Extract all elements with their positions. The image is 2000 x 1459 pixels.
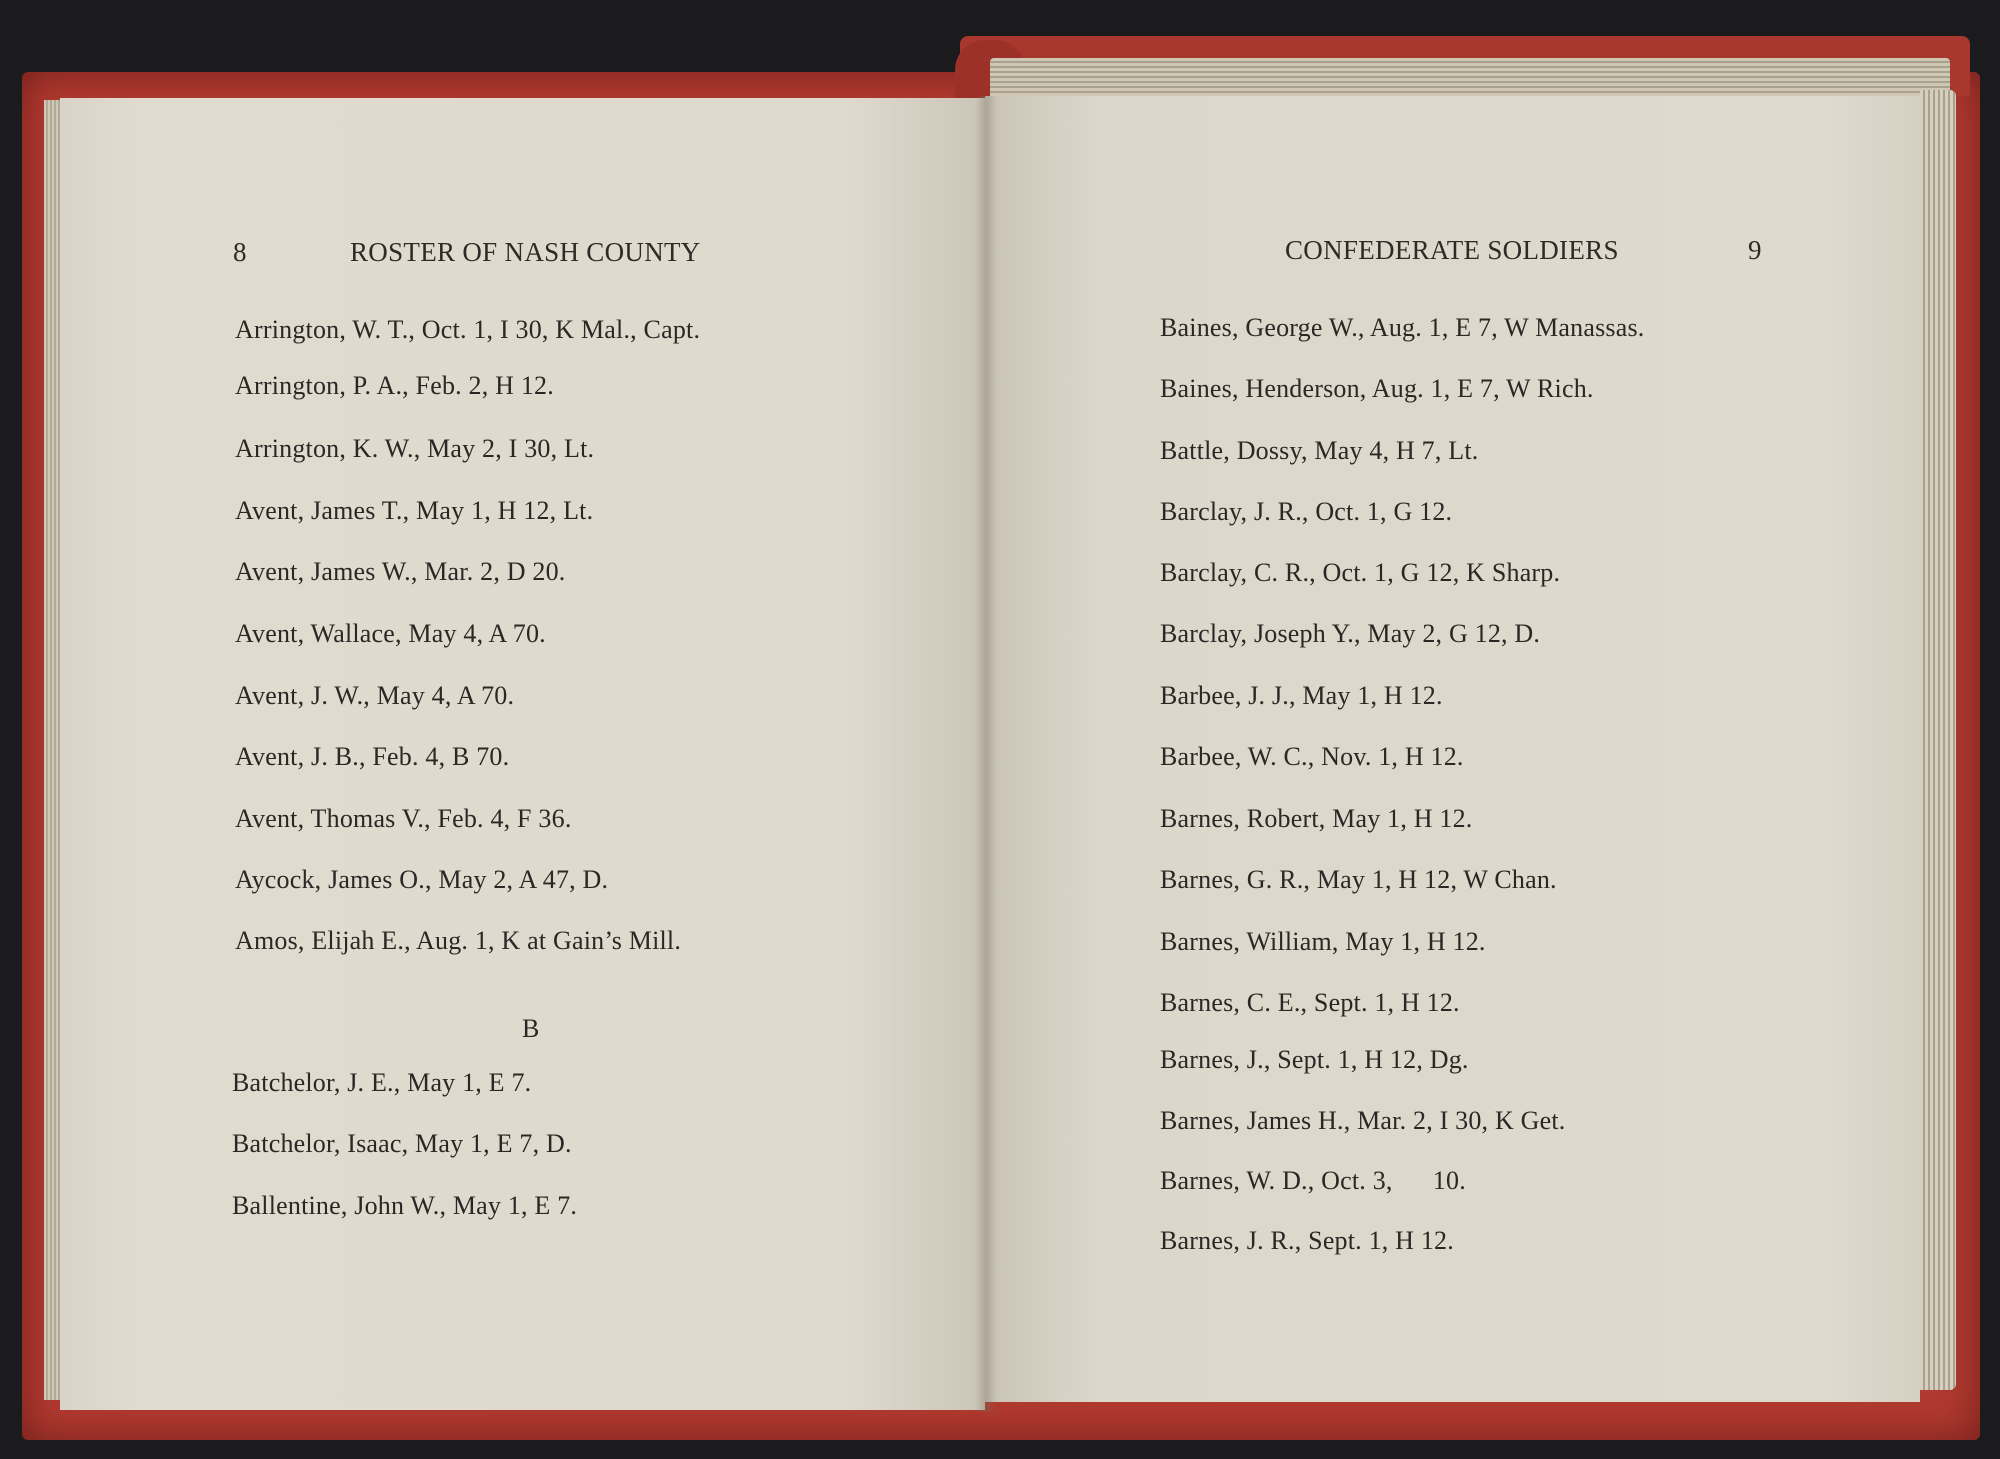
right-running-title: CONFEDERATE SOLDIERS bbox=[1285, 235, 1619, 265]
roster-entry: Baines, Henderson, Aug. 1, E 7, W Rich. bbox=[1160, 374, 1594, 403]
roster-entry: Amos, Elijah E., Aug. 1, K at Gain’s Mill. bbox=[235, 926, 682, 955]
roster-entry: Barnes, C. E., Sept. 1, H 12. bbox=[1160, 988, 1460, 1017]
roster-entry: Aycock, James O., May 2, A 47, D. bbox=[235, 865, 609, 894]
right-page-number: 9 bbox=[1748, 235, 1762, 265]
right-page-stack bbox=[1920, 90, 1956, 1390]
left-page-number: 8 bbox=[233, 237, 247, 267]
roster-entry: Avent, Thomas V., Feb. 4, F 36. bbox=[235, 804, 572, 833]
roster-entry: Battle, Dossy, May 4, H 7, Lt. bbox=[1160, 436, 1479, 465]
roster-entry: Barnes, Robert, May 1, H 12. bbox=[1160, 804, 1473, 833]
roster-entry: Barnes, G. R., May 1, H 12, W Chan. bbox=[1160, 865, 1557, 894]
roster-entry: Avent, J. W., May 4, A 70. bbox=[235, 681, 515, 710]
section-letter-b: B bbox=[522, 1014, 540, 1043]
roster-entry: Barclay, C. R., Oct. 1, G 12, K Sharp. bbox=[1160, 558, 1561, 587]
roster-entry: Batchelor, J. E., May 1, E 7. bbox=[232, 1068, 532, 1097]
roster-entry: Ballentine, John W., May 1, E 7. bbox=[232, 1191, 578, 1220]
roster-entry: Barbee, J. J., May 1, H 12. bbox=[1160, 681, 1443, 710]
roster-entry: Avent, James T., May 1, H 12, Lt. bbox=[235, 496, 594, 525]
roster-entry: Barnes, J. R., Sept. 1, H 12. bbox=[1160, 1226, 1454, 1255]
roster-entry: Arrington, K. W., May 2, I 30, Lt. bbox=[235, 434, 595, 463]
roster-entry: Barnes, J., Sept. 1, H 12, Dg. bbox=[1160, 1045, 1469, 1074]
roster-entry: Barbee, W. C., Nov. 1, H 12. bbox=[1160, 742, 1464, 771]
page-block-edge bbox=[990, 58, 1950, 98]
book-gutter bbox=[975, 96, 997, 1412]
roster-entry: Avent, James W., Mar. 2, D 20. bbox=[235, 557, 566, 586]
roster-entry: Barclay, J. R., Oct. 1, G 12. bbox=[1160, 497, 1453, 526]
roster-entry: Barnes, William, May 1, H 12. bbox=[1160, 927, 1486, 956]
roster-entry: Avent, Wallace, May 4, A 70. bbox=[235, 619, 546, 648]
left-running-title: ROSTER OF NASH COUNTY bbox=[350, 237, 701, 267]
roster-entry: Baines, George W., Aug. 1, E 7, W Manassas. bbox=[1160, 313, 1645, 342]
roster-entry: Avent, J. B., Feb. 4, B 70. bbox=[235, 742, 510, 771]
roster-entry: Arrington, P. A., Feb. 2, H 12. bbox=[235, 371, 554, 400]
roster-entry: Arrington, W. T., Oct. 1, I 30, K Mal., Capt. bbox=[235, 315, 701, 344]
roster-entry: Barclay, Joseph Y., May 2, G 12, D. bbox=[1160, 619, 1541, 648]
roster-entry: Barnes, James H., Mar. 2, I 30, K Get. bbox=[1160, 1106, 1566, 1135]
roster-entry: Batchelor, Isaac, May 1, E 7, D. bbox=[232, 1129, 572, 1158]
roster-entry: Barnes, W. D., Oct. 3, 10. bbox=[1160, 1166, 1466, 1195]
